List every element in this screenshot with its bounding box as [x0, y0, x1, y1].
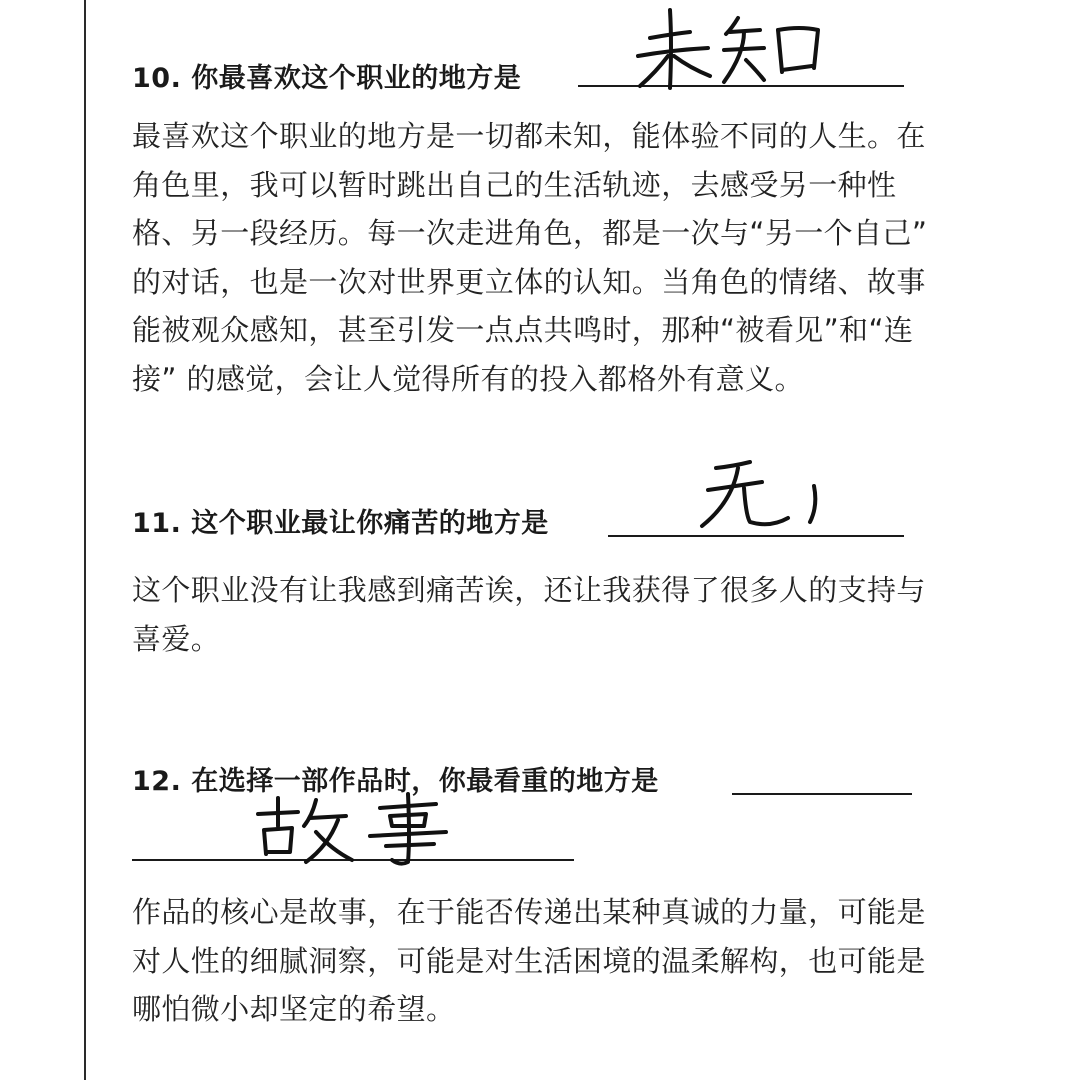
- question-12-prompt: 12. 在选择一部作品时，你最看重的地方是: [132, 766, 659, 797]
- question-10-handwritten-answer: [632, 4, 832, 94]
- question-12-answer-text: 作品的核心是故事，在于能否传递出某种真诚的力量，可能是对人性的细腻洞察，可能是对生活困境的温柔解构，也可能是哪怕微小却坚定的希望。: [132, 895, 926, 1026]
- question-12-handwritten-answer: [250, 790, 470, 870]
- page-left-border: [84, 0, 86, 1080]
- question-11-prompt: 11. 这个职业最让你痛苦的地方是: [132, 508, 549, 539]
- question-10-prompt: 10. 你最喜欢这个职业的地方是: [132, 63, 522, 94]
- question-10-answer-text: 最喜欢这个职业的地方是一切都未知，能体验不同的人生。在角色里，我可以暂时跳出自己的生活轨迹，去感受另一种性格、另一段经历。每一次走进角色，都是一次与“另一个自己” 的对话，也是一次对世界更立体的认知。当角色的情绪、故事能被观众感知，甚至引发一点点共鸣时，那种“被看见”和“连接” 的感觉，会让人觉得所有的投入都格外有意义。: [132, 119, 928, 396]
- question-11-answer-text: 这个职业没有让我感到痛苦诶，还让我获得了很多人的支持与喜爱。: [132, 573, 926, 656]
- question-12-answer-line-1: [732, 793, 912, 795]
- question-11-handwritten-answer: [690, 446, 840, 536]
